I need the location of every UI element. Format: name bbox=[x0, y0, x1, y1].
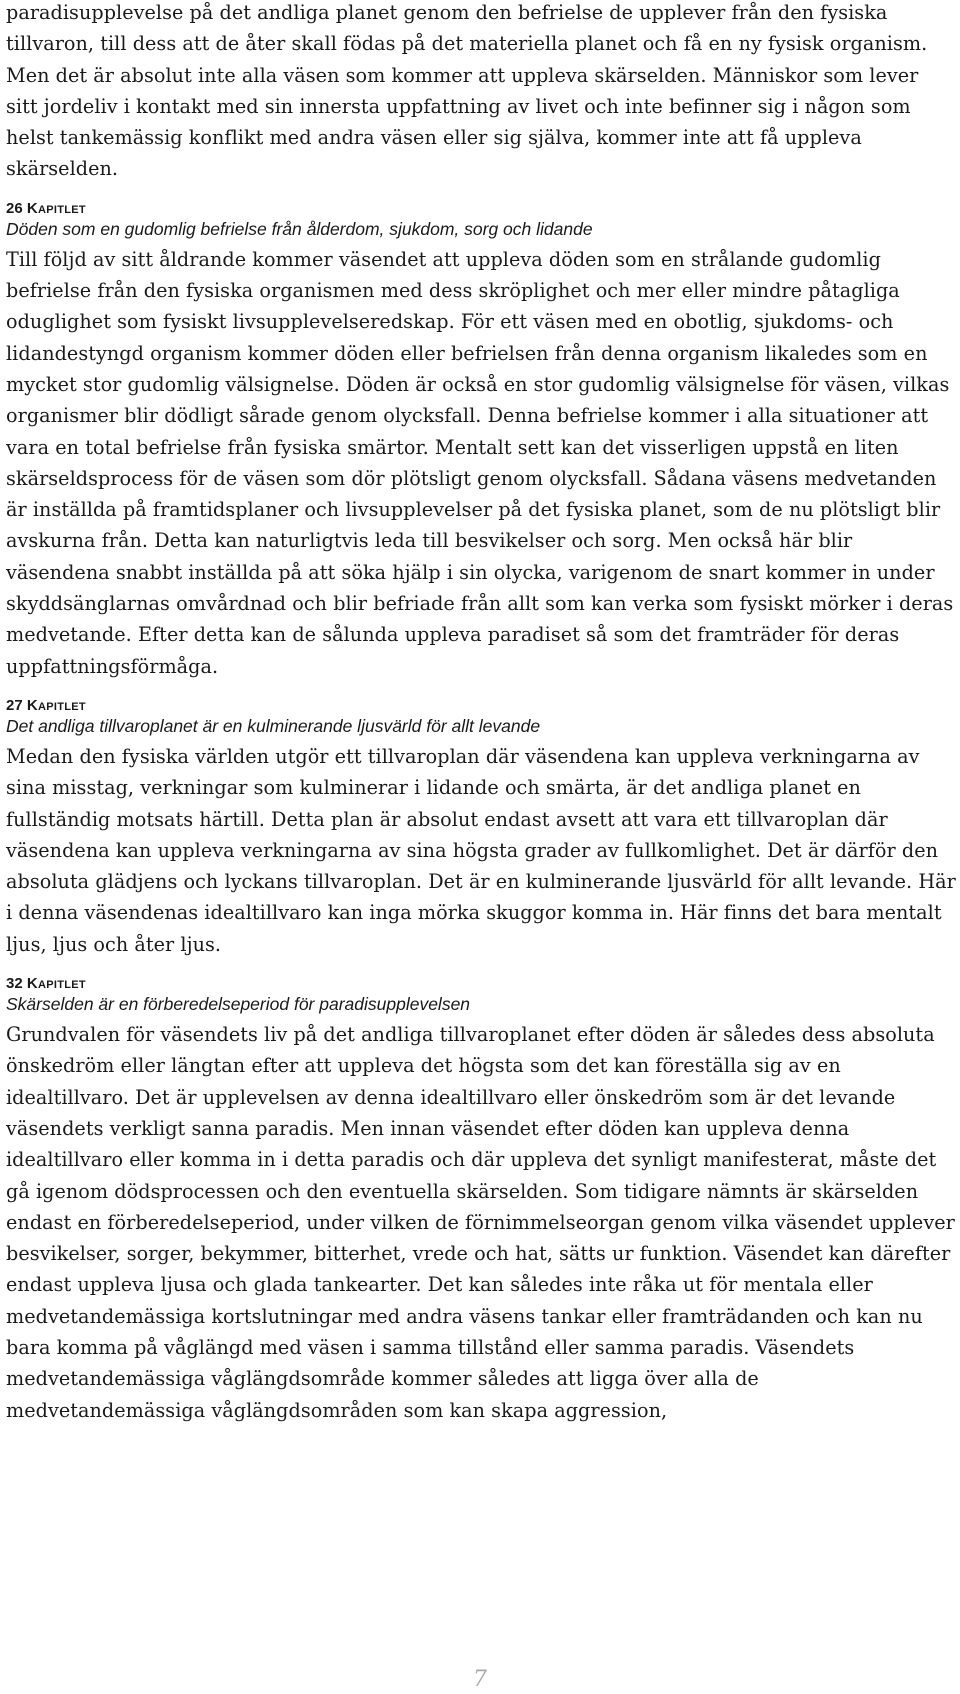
chapter-body: Till följd av sitt åldrande kommer väsendet att uppleva döden som en strålande gudomlig befrielse från den fysiska organismen med dess skröplighet och mer eller mindre påtagliga oduglighet som fysiskt livsupplevelseredskap. För ett väsen med en obotlig, sjukdoms- och lidandestyngd organism kommer döden eller befrielsen från denna organism likaledes som en mycket stor gudomlig välsignelse. Döden är också en stor gudomlig välsignelse för väsen, vilkas organismer blir dödligt sårade genom olycksfall. Denna befrielse kommer i alla situationer att vara en total befrielse från fysiska smärtor. Mentalt sett kan det visserligen uppstå en liten skärseldsprocess för de väsen som dör plötsligt genom olycksfall. Sådana väsens medvetanden är inställda på framtidsplaner och livsupplevelser på det fysiska planet, som de nu plötsligt blir avskurna från. Detta kan naturligtvis leda till besvikelser och sorg. Men också här blir väsendena snabbt inställda på att söka hjälp i sin olycka, varigenom de snart kommer in under skyddsänglarnas omvårdnad och blir befriade från allt som kan verka som fysiskt mörker i deras medvetande. Efter detta kan de sålunda uppleva paradiset så som det framträder för deras uppfattningsförmåga. bbox=[6, 247, 954, 678]
chapter-heading bbox=[6, 974, 956, 993]
chapter-number: 27 bbox=[6, 696, 23, 714]
chapter-label: Kapitlet bbox=[26, 975, 86, 993]
document-page bbox=[6, 0, 956, 1426]
chapter-heading bbox=[6, 199, 956, 218]
chapter-label: Kapitlet bbox=[26, 696, 86, 714]
chapter-subtitle: Skärselden är en förberedelseperiod för paradisupplevelsen bbox=[6, 994, 471, 1015]
chapter-subtitle: Det andliga tillvaroplanet är en kulminerande ljusvärld för allt levande bbox=[6, 715, 541, 736]
chapter-27 bbox=[6, 696, 956, 960]
chapter-number: 32 bbox=[6, 975, 23, 993]
chapter-label: Kapitlet bbox=[26, 199, 86, 217]
intro-paragraph: paradisupplevelse på det andliga planet genom den befrielse de upplever från den fysiska tillvaron, till dess att de åter skall födas på det materiella planet och få en ny fysisk organism. Men det är absolut inte alla väsen som kommer att uppleva skärselden. Människor som lever sitt jordeliv i kontakt med sin innersta uppfattning av livet och inte befinner sig i någon som helst tankemässig konflikt med andra väsen eller sig själva, kommer inte att få uppleva skärselden. bbox=[6, 1, 928, 181]
chapter-body: Grundvalen för väsendets liv på det andliga tillvaroplanet efter döden är således dess absoluta önskedröm eller längtan efter att uppleva det högsta som det kan föreställa sig av en idealtillvaro. Det är upplevelsen av denna idealtillvaro eller önskedröm som är det levande väsendets verkligt sanna paradis. Men innan väsendet efter döden kan uppleva denna idealtillvaro eller komma in i detta paradis och där uppleva det synligt manifesterat, måste det gå igenom dödsprocessen och den eventuella skärselden. Som tidigare nämnts är skärselden endast en förberedelseperiod, under vilken de förnimmelseorgan genom vilka väsendet upplever besvikelser, sorger, bekymmer, bitterhet, vrede och hat, sätts ur funktion. Väsendet kan därefter endast uppleva ljusa och glada tankearter. Det kan således inte råka ut för mentala eller medvetandemässiga kortslutningar med andra väsens tankar eller framträdanden och kan nu bara komma på våglängd med väsen i samma tillstånd eller samma paradis. Väsendets medvetandemässiga våglängdsområde kommer således att ligga över alla de medvetandemässiga våglängdsområden som kan skapa aggression, bbox=[6, 1023, 955, 1422]
chapter-26 bbox=[6, 199, 956, 682]
chapter-number: 26 bbox=[6, 199, 23, 217]
chapter-subtitle: Döden som en gudomlig befrielse från ålderdom, sjukdom, sorg och lidande bbox=[6, 218, 593, 239]
chapter-body: Medan den fysiska världen utgör ett tillvaroplan där väsendena kan uppleva verkningarna av sina misstag, verkningar som kulminerar i lidande och smärta, är det andliga planet en fullständig motsats härtill. Detta plan är absolut endast avsett att vara ett tillvaroplan där väsendena kan uppleva verkningarna av sina högsta grader av fullkomlighet. Det är därför den absoluta glädjens och lyckans tillvaroplan. Det är en kulminerande ljusvärld för allt levande. Här i denna väsendenas idealtillvaro kan inga mörka skuggor komma in. Här finns det bara mentalt ljus, ljus och åter ljus. bbox=[6, 744, 956, 956]
page-number: 7 bbox=[473, 1667, 487, 1692]
chapter-32 bbox=[6, 974, 956, 1426]
chapter-heading bbox=[6, 696, 956, 715]
